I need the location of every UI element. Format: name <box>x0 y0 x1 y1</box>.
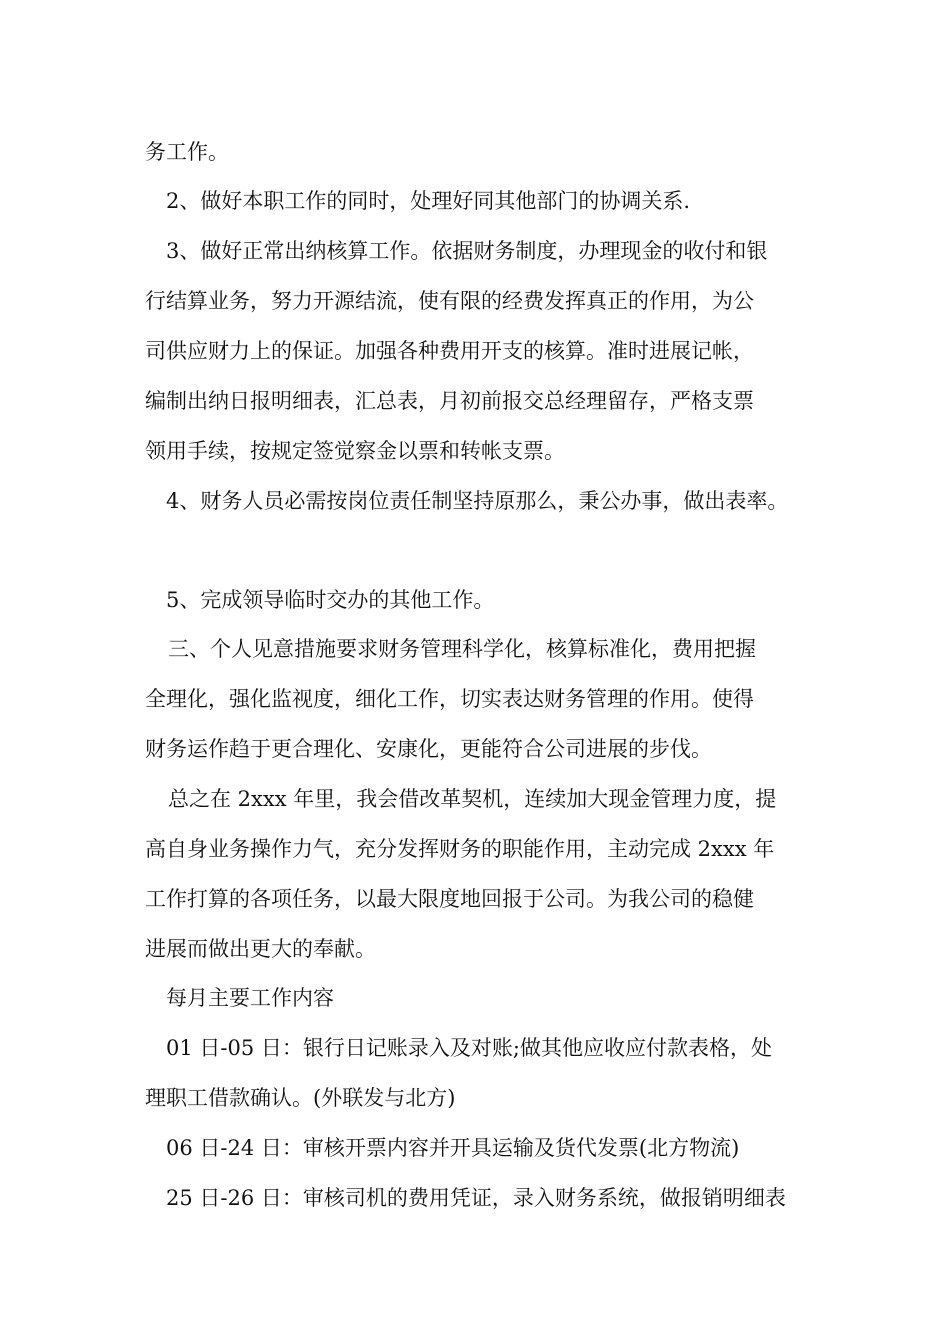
paragraph-line: 3、做好正常出纳核算工作。依据财务制度，办理现金的收付和银 <box>166 239 768 263</box>
paragraph-line: 06 日-24 日：审核开票内容并开具运输及货代发票(北方物流) <box>166 1136 740 1160</box>
paragraph-line: 全理化，强化监视度，细化工作，切实表达财务管理的作用。使得 <box>145 687 754 711</box>
paragraph-line: 进展而做出更大的奉献。 <box>145 937 376 961</box>
paragraph-line: 领用手续，按规定签觉察金以票和转帐支票。 <box>145 439 565 463</box>
paragraph-line: 行结算业务，努力开源结流，使有限的经费发挥真正的作用，为公 <box>145 289 754 313</box>
paragraph-line: 4、财务人员必需按岗位责任制坚持原那么，秉公办事，做出表率。 <box>166 489 789 513</box>
paragraph-line: 理职工借款确认。(外联发与北方) <box>145 1086 456 1110</box>
paragraph-line: 25 日-26 日：审核司机的费用凭证，录入财务系统，做报销明细表 <box>166 1186 786 1210</box>
paragraph-line: 编制出纳日报明细表，汇总表，月初前报交总经理留存，严格支票 <box>145 389 754 413</box>
paragraph-line: 财务运作趋于更合理化、安康化，更能符合公司进展的步伐。 <box>145 737 712 761</box>
paragraph-line: 务工作。 <box>145 140 229 164</box>
paragraph-line: 高自身业务操作力气，充分发挥财务的职能作用，主动完成 2xxx 年 <box>145 837 775 861</box>
paragraph-line: 工作打算的各项任务，以最大限度地回报于公司。为我公司的稳健 <box>145 887 754 911</box>
paragraph-line: 总之在 2xxx 年里，我会借改革契机，连续加大现金管理力度，提 <box>168 787 777 811</box>
paragraph-line: 01 日-05 日：银行日记账录入及对账;做其他应收应付款表格，处 <box>166 1036 772 1060</box>
paragraph-line: 三、个人见意措施要求财务管理科学化，核算标准化，费用把握 <box>168 637 756 661</box>
section-heading: 每月主要工作内容 <box>166 986 334 1010</box>
paragraph-line: 5、完成领导临时交办的其他工作。 <box>166 588 495 612</box>
paragraph-line: 2、做好本职工作的同时，处理好同其他部门的协调关系. <box>166 189 691 213</box>
paragraph-line: 司供应财力上的保证。加强各种费用开支的核算。准时进展记帐， <box>145 339 754 363</box>
